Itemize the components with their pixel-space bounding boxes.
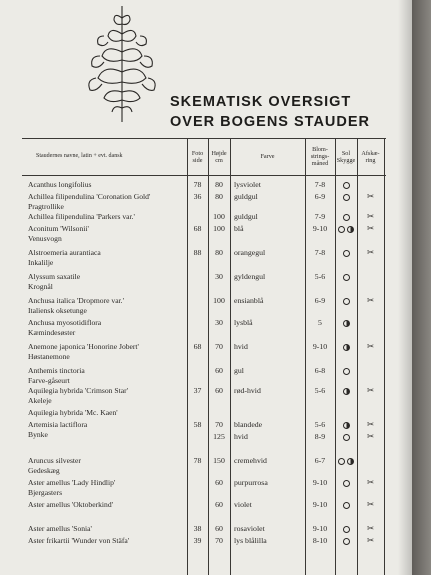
plant-danish-name: Akeleje — [28, 396, 52, 405]
scissors-icon: ✂ — [366, 477, 375, 487]
scissors-icon: ✂ — [366, 535, 375, 545]
plant-latin-name: Achillea filipendulina 'Coronation Gold' — [28, 192, 151, 201]
plant-latin-name: Aster amellus 'Sonia' — [28, 524, 92, 533]
bloom-month: 7-8 — [314, 248, 326, 257]
plant-danish-name: Bjergasters — [28, 488, 63, 497]
bloom-month: 9-10 — [312, 478, 328, 487]
height-cm: 80 — [215, 192, 223, 201]
color: gul — [234, 366, 244, 375]
height-cm: 80 — [215, 248, 223, 257]
scissors-icon: ✂ — [366, 211, 375, 221]
plant-latin-name: Acanthus longifolius — [28, 180, 92, 189]
scissors-icon: ✂ — [366, 419, 375, 429]
color: guldgul — [234, 192, 258, 201]
half-shade-icon — [343, 344, 350, 351]
sun-shade-indicator — [335, 432, 357, 441]
sun-icon — [343, 480, 350, 487]
plant-latin-name: Achillea filipendulina 'Parkers var.' — [28, 212, 135, 221]
bloom-month: 6-7 — [314, 456, 326, 465]
half-shade-icon — [343, 388, 350, 395]
color: lysviolet — [234, 180, 261, 189]
bloom-month: 6-9 — [314, 296, 326, 305]
plant-latin-name: Aster amellus 'Oktoberkind' — [28, 500, 113, 509]
color: blandede — [234, 420, 263, 429]
plant-latin-name: Aquilegia hybrida 'Mc. Kaen' — [28, 408, 118, 417]
bloom-month: 6-8 — [314, 366, 326, 375]
height-cm: 125 — [213, 432, 225, 441]
color: guldgul — [234, 212, 258, 221]
height-cm: 70 — [215, 420, 223, 429]
photo-page: 88 — [193, 248, 202, 257]
header-hoejde: Højde cm — [211, 149, 227, 164]
sun-icon — [343, 274, 350, 281]
sun-shade-indicator — [335, 536, 357, 545]
color: orangegul — [234, 248, 266, 257]
color: cremehvid — [234, 456, 267, 465]
height-cm: 100 — [213, 296, 225, 305]
color: hvid — [234, 342, 248, 351]
plant-danish-name: Bynke — [28, 430, 48, 439]
bloom-month: 5-6 — [314, 420, 326, 429]
bloom-month: 9-10 — [312, 224, 328, 233]
sun-shade-indicator — [335, 478, 357, 487]
height-cm: 100 — [213, 224, 225, 233]
color: lysblå — [234, 318, 253, 327]
bloom-month: 5-6 — [314, 272, 326, 281]
sun-shade-indicator — [335, 386, 357, 395]
header-name: Staudernes navne, latin + evt. dansk — [36, 153, 123, 159]
plant-danish-name: Krognål — [28, 282, 53, 291]
plant-illustration-icon — [84, 0, 160, 124]
scissors-icon: ✂ — [366, 385, 375, 395]
photo-page: 36 — [193, 192, 202, 201]
color: rød-hvid — [234, 386, 261, 395]
bloom-month: 8-9 — [314, 432, 326, 441]
bloom-month: 7-8 — [314, 180, 326, 189]
color: gyldengul — [234, 272, 266, 281]
plant-latin-name: Aster frikartii 'Wunder von Stäfa' — [28, 536, 130, 545]
photo-page: 58 — [193, 420, 202, 429]
scissors-icon: ✂ — [366, 499, 375, 509]
photo-page: 37 — [193, 386, 202, 395]
scissors-icon: ✂ — [366, 247, 375, 257]
photo-page: 78 — [193, 456, 202, 465]
height-cm: 70 — [215, 536, 223, 545]
book-spine-edge — [412, 0, 431, 575]
plant-latin-name: Alyssum saxatile — [28, 272, 81, 281]
sun-icon — [343, 502, 350, 509]
bloom-month: 9-10 — [312, 524, 328, 533]
sun-shade-indicator — [335, 524, 357, 533]
half-shade-icon — [347, 458, 354, 465]
photo-page: 68 — [193, 224, 202, 233]
plant-latin-name: Artemisia lactiflora — [28, 420, 88, 429]
color: rosaviolet — [234, 524, 265, 533]
scissors-icon: ✂ — [366, 223, 375, 233]
plant-latin-name: Aconitum 'Wilsonii' — [28, 224, 89, 233]
color: hvid — [234, 432, 248, 441]
page-title — [170, 92, 370, 132]
sun-icon — [343, 214, 350, 221]
header-farve: Farve — [260, 153, 275, 160]
bloom-month: 8-10 — [312, 536, 328, 545]
sun-shade-indicator — [335, 366, 357, 375]
scissors-icon: ✂ — [366, 191, 375, 201]
plant-danish-name: Gedeskæg — [28, 466, 60, 475]
sun-icon — [343, 434, 350, 441]
title-line-2: OVER BOGENS STAUDER — [170, 114, 371, 130]
sun-shade-indicator — [335, 212, 357, 221]
bloom-month: 6-9 — [314, 192, 326, 201]
bloom-month: 9-10 — [312, 500, 328, 509]
bloom-month: 5 — [318, 318, 322, 327]
plant-latin-name: Aquilegia hybrida 'Crimson Star' — [28, 386, 128, 395]
sun-icon — [343, 538, 350, 545]
sun-shade-indicator — [335, 296, 357, 305]
height-cm: 60 — [215, 366, 223, 375]
color: lys blålilla — [234, 536, 267, 545]
plant-danish-name: Farve-gåseurt — [28, 376, 70, 385]
height-cm: 30 — [215, 272, 223, 281]
sun-shade-indicator — [335, 180, 357, 189]
plant-latin-name: Alstroemeria aurantiaca — [28, 248, 101, 257]
color: blå — [234, 224, 244, 233]
scissors-icon: ✂ — [366, 341, 375, 351]
title-line-1: SKEMATISK OVERSIGT — [170, 94, 352, 110]
sun-icon — [343, 194, 350, 201]
scissors-icon: ✂ — [366, 431, 375, 441]
height-cm: 60 — [215, 386, 223, 395]
plant-latin-name: Anthemis tinctoria — [28, 366, 85, 375]
plant-danish-name: Inkalilje — [28, 258, 54, 267]
half-shade-icon — [343, 320, 350, 327]
header-sol: Sol Skygge — [336, 149, 356, 164]
header-afsk: Afskæ- ring — [361, 149, 380, 164]
photo-page: 38 — [193, 524, 202, 533]
photo-page: 39 — [193, 536, 202, 545]
sun-icon — [343, 526, 350, 533]
sun-shade-indicator — [335, 192, 357, 201]
height-cm: 60 — [215, 478, 223, 487]
plant-danish-name: Pragtrollike — [28, 202, 64, 211]
sun-icon — [343, 368, 350, 375]
half-shade-icon — [347, 226, 354, 233]
height-cm: 150 — [213, 456, 225, 465]
sun-icon — [338, 226, 345, 233]
sun-shade-indicator — [335, 342, 357, 351]
sun-icon — [338, 458, 345, 465]
height-cm: 80 — [215, 180, 223, 189]
plant-latin-name: Anchusa italica 'Dropmore var.' — [28, 296, 124, 305]
half-shade-icon — [343, 422, 350, 429]
height-cm: 100 — [213, 212, 225, 221]
bloom-month: 5-6 — [314, 386, 326, 395]
plant-danish-name: Kæmindesøster — [28, 328, 76, 337]
sun-shade-indicator — [335, 272, 357, 281]
height-cm: 60 — [215, 500, 223, 509]
bloom-month: 7-9 — [314, 212, 326, 221]
color: ensianblå — [234, 296, 264, 305]
bloom-month: 9-10 — [312, 342, 328, 351]
sun-icon — [343, 298, 350, 305]
header-foto: Foto side — [191, 149, 204, 164]
plant-latin-name: Anchusa myosotidiflora — [28, 318, 102, 327]
photo-page: 78 — [193, 180, 202, 189]
scissors-icon: ✂ — [366, 295, 375, 305]
height-cm: 30 — [215, 318, 223, 327]
sun-shade-indicator — [335, 456, 357, 465]
sun-shade-indicator — [335, 420, 357, 429]
plant-danish-name: Høstanemone — [28, 352, 70, 361]
sun-shade-indicator — [335, 224, 357, 233]
header-maaned: Blom- strings- måned — [310, 146, 330, 167]
sun-shade-indicator — [335, 318, 357, 327]
plant-latin-name: Aruncus silvester — [28, 456, 81, 465]
plant-latin-name: Anemone japonica 'Honorine Jobert' — [28, 342, 139, 351]
height-cm: 60 — [215, 524, 223, 533]
sun-icon — [343, 182, 350, 189]
sun-shade-indicator — [335, 248, 357, 257]
scissors-icon: ✂ — [366, 523, 375, 533]
perennials-table — [22, 138, 386, 575]
sun-shade-indicator — [335, 500, 357, 509]
sun-icon — [343, 250, 350, 257]
plant-latin-name: Aster amellus 'Lady Hindlip' — [28, 478, 116, 487]
plant-danish-name: Italiensk oksetunge — [28, 306, 87, 315]
color: purpurrosa — [234, 478, 268, 487]
color: violet — [234, 500, 252, 509]
photo-page: 68 — [193, 342, 202, 351]
height-cm: 70 — [215, 342, 223, 351]
plant-danish-name: Venusvogn — [28, 234, 62, 243]
